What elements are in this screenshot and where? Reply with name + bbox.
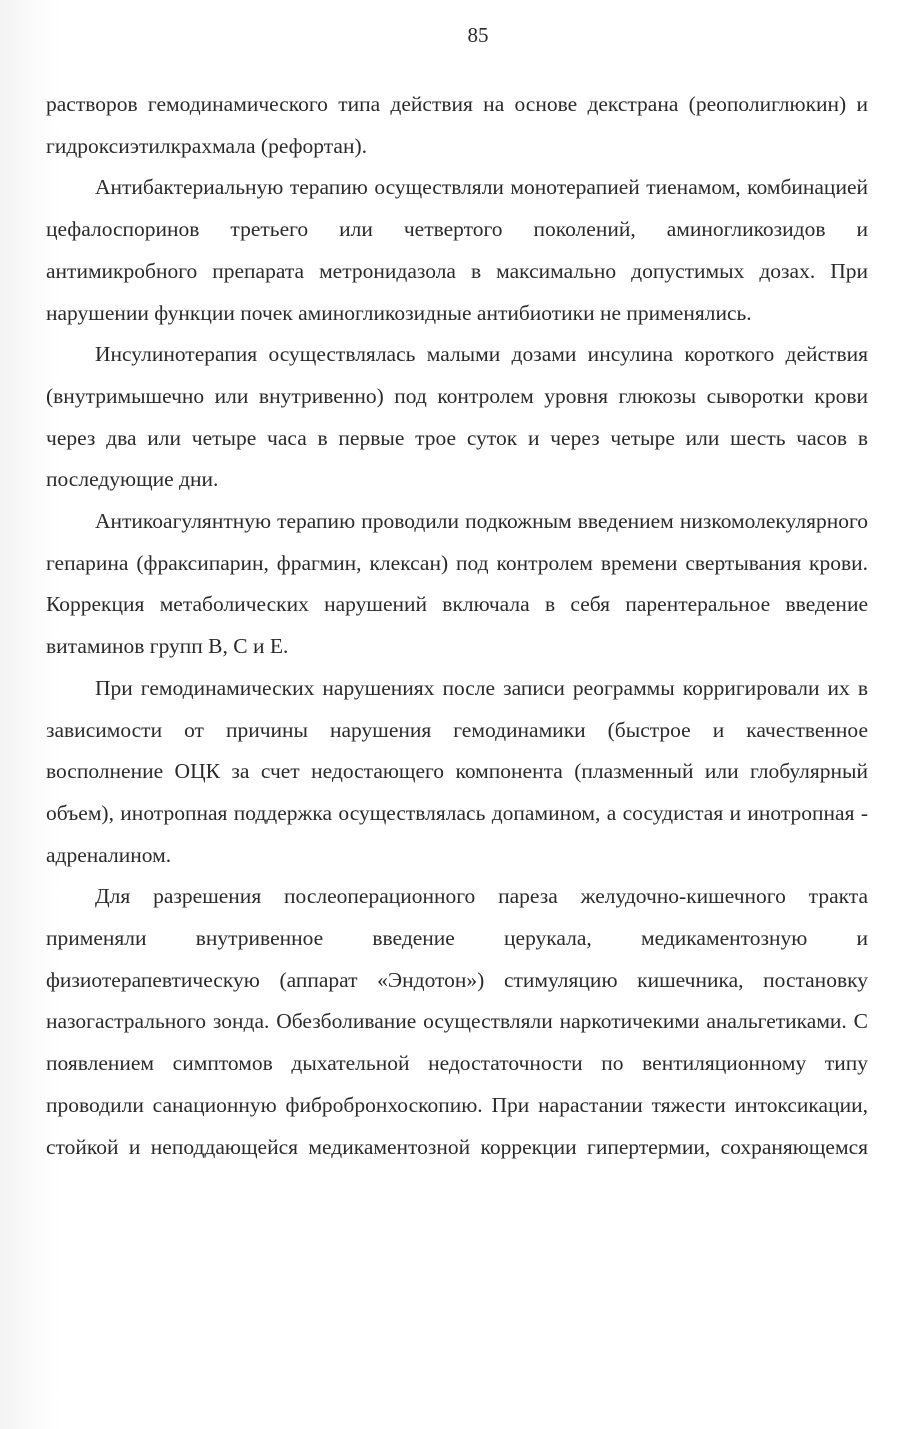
body-text	[46, 84, 868, 1168]
paragraph-postoperative-paresis: Для разрешения послеоперационного пареза желудочно-кишечного тракта применяли внутривенное введение церукала, медикаментозную и физиотерапевтическую (аппарат «Эндотон») стимуляцию кишечника, постановку назогастрального зонда. Обезболивание осуществляли наркотичекими анальгетиками. С появлением симптомов дыхательной недостаточности по вентиляционному типу проводили санационную фибробронхоскопию. При нарастании тяжести интоксикации, стойкой и неподдающейся медикаментозной коррекции гипертермии, сохраняющемся	[46, 884, 868, 1159]
paragraph-continuation: растворов гемодинамического типа действия на основе декстрана (реополиглюкин) и гидроксиэтилкрахмала (рефортан).	[46, 92, 868, 158]
paragraph-hemodynamic-disorders: При гемодинамических нарушениях после записи реограммы корригировали их в зависимости от причины нарушения гемодинамики (быстрое и качественное восполнение ОЦК за счет недостающего компонента (плазменный или глобулярный объем), инотропная поддержка осуществлялась допамином, а сосудистая и инотропная - адреналином.	[46, 675, 868, 867]
paragraph-insulin-therapy: Инсулинотерапия осуществлялась малыми дозами инсулина короткого действия (внутримышечно или внутривенно) под контролем уровня глюкозы сыворотки крови через два или четыре часа в первые трое суток и через четыре или шесть часов в последующие дни.	[46, 342, 868, 492]
paragraph-anticoagulant-therapy: Антикоагулянтную терапию проводили подкожным введением низкомолекулярного гепарина (фраксипарин, фрагмин, клексан) под контролем времени свертывания крови. Коррекция метаболических нарушений включала в себя парентеральное введение витаминов групп В, С и Е.	[46, 509, 868, 659]
paragraph-antibacterial-therapy: Антибактериальную терапию осуществляли монотерапией тиенамом, комбинацией цефалоспоринов третьего или четвертого поколений, аминогликозидов и антимикробного препарата метронидазола в максимально допустимых дозах. При нарушении функции почек аминогликозидные антибиотики не применялись.	[46, 175, 868, 325]
page-number: 85	[467, 23, 489, 47]
